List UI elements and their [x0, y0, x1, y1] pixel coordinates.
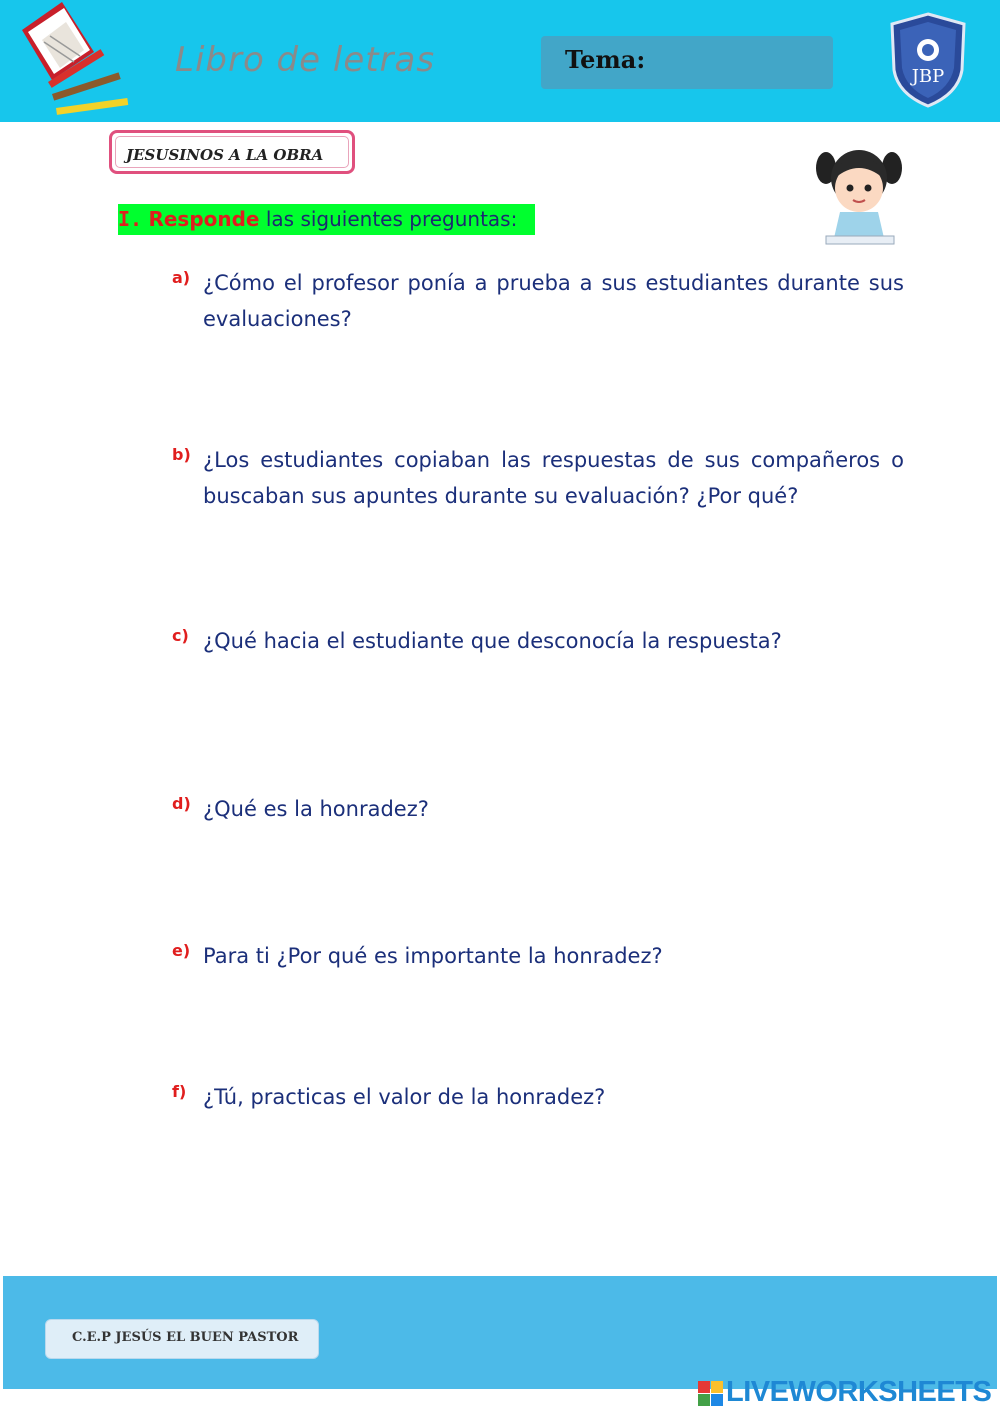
question-e [172, 938, 904, 974]
liveworksheets-text: LIVEWORKSHEETS [726, 1376, 992, 1408]
question-text: ¿Qué hacia el estudiante que desconocía la respuesta? [203, 629, 782, 653]
question-letter: e) [172, 941, 191, 960]
book-pencils-icon [14, 0, 134, 122]
tema-label: Tema: [565, 45, 646, 74]
book-title: Libro de letras [175, 40, 436, 80]
header-band [0, 0, 1000, 122]
instruction-text: las siguientes preguntas: [259, 207, 518, 231]
instruction-verb: Responde [148, 207, 260, 231]
school-name-box [45, 1319, 319, 1359]
question-c [172, 623, 904, 659]
instruction-line [118, 204, 535, 235]
question-d [172, 791, 904, 827]
girl-student-illustration [812, 138, 906, 248]
question-text: ¿Qué es la honradez? [203, 797, 429, 821]
question-letter: d) [172, 794, 191, 813]
section-title-box [109, 130, 355, 174]
logo-lettering: JBP [911, 66, 945, 87]
instruction-number: I. [118, 207, 143, 231]
tema-field[interactable] [541, 36, 833, 89]
section-title: JESUSINOS A LA OBRA [126, 146, 324, 164]
question-text: ¿Cómo el profesor ponía a prueba a sus estudiantes durante sus evaluaciones? [203, 271, 904, 331]
question-a [172, 265, 904, 337]
question-f [172, 1079, 904, 1115]
question-text: ¿Los estudiantes copiaban las respuestas de sus compañeros o buscaban sus apuntes durante su evaluación? ¿Por qué? [203, 448, 904, 508]
question-letter: b) [172, 445, 191, 464]
school-name: C.E.P JESÚS EL BUEN PASTOR [72, 1330, 299, 1345]
question-text: ¿Tú, practicas el valor de la honradez? [203, 1085, 606, 1109]
question-letter: f) [172, 1082, 187, 1101]
school-shield-logo [888, 12, 968, 108]
liveworksheets-logo-icon [698, 1381, 724, 1407]
question-b [172, 442, 904, 514]
question-letter: a) [172, 268, 191, 287]
question-letter: c) [172, 626, 189, 645]
footer-band [3, 1276, 997, 1389]
question-text: Para ti ¿Por qué es importante la honradez? [203, 944, 663, 968]
